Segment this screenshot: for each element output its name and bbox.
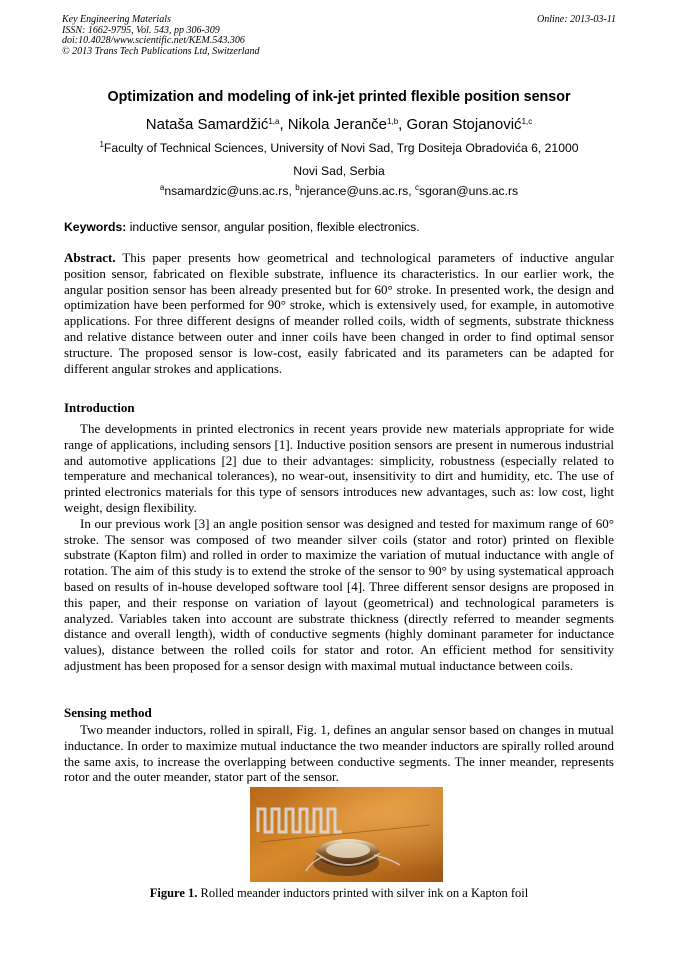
author-sup: 1,b xyxy=(387,117,399,126)
author-separator: , xyxy=(398,116,407,133)
figure-1-caption xyxy=(40,886,638,901)
author-separator: , xyxy=(279,116,288,133)
keywords xyxy=(64,220,620,234)
email-address: nsamardzic@uns.ac.rs xyxy=(164,184,289,198)
email-address: njerance@uns.ac.rs xyxy=(299,184,409,198)
keywords-label: Keywords: xyxy=(64,220,127,234)
affiliation-line-2: Novi Sad, Serbia xyxy=(293,164,385,178)
copyright-line: © 2013 Trans Tech Publications Ltd, Switzerland xyxy=(62,45,260,57)
affiliation-sup: 1 xyxy=(99,140,104,149)
journal-name: Key Engineering Materials xyxy=(62,14,171,25)
email-sup: a xyxy=(159,183,165,192)
author-name: Goran Stojanović xyxy=(406,116,522,133)
figure-label: Figure 1. xyxy=(149,886,198,900)
introduction-paragraph: In our previous work [3] an angle position sensor was designed and tested for maximum range of 60° stroke. The sensor was composed of two meander silver coils (stator and rotor) printed on flexible substrate (Kapton film) and rolled in order to maximize the variation of mutual inductance with angle of rotation. The aim of this study is to extend the stroke of the sensor to 90° by using systematical approach based on results of in-house developed software tool [4]. Three different sensor designs are proposed in this paper, and their response on variation of layout (geometrical) and technological parameters is analyzed. Variables taken into account are substrate thickness (directly referred to meander segments distance and overall length), width of conductive segments (highly dominant parameter for inductance values), distance between the rolled coils for stator and rotor. An efficient method for sensitivity adjustment has been proposed for a sensor design with maximal mutual inductance between coils. xyxy=(64,515,614,673)
author-name: Nikola Jeranče xyxy=(287,116,388,133)
author-sup: 1,a xyxy=(268,117,280,126)
paper-title: Optimization and modeling of ink-jet printed flexible position sensor xyxy=(107,89,571,105)
introduction-body xyxy=(64,421,614,674)
affiliation-line-1 xyxy=(40,141,638,155)
keywords-text: inductive sensor, angular position, flexible electronics. xyxy=(126,220,420,234)
author-sup: 1,c xyxy=(521,117,533,126)
issn-line: ISSN: 1662-9795, Vol. 543, pp 306-309 xyxy=(62,24,220,36)
sensing-method-heading: Sensing method xyxy=(64,705,152,720)
abstract-text: This paper presents how geometrical and technological parameters of inductive angular position sensor, fabricated on flexible substrate, influence its characteristics. In our earlier work, the angular position sensor has been already presented but for 60° stroke. In presented work, the design and optimization have been performed for 90° stroke, which is extensively used, for example, in automotive applications. For three different designs of meander rolled coils, width of segments, substrate thickness and relative distance between outer and inner coils have been changed in order to find optimal sensor structure. The proposed sensor is low-cost, easily fabricated and its parameters can be adapted for different angular strokes and applications. xyxy=(64,250,614,376)
journal-header xyxy=(62,15,382,57)
online-date: Online: 2013-03-11 xyxy=(537,14,616,25)
figure-caption-text: Rolled meander inductors printed with silver ink on a Kapton foil xyxy=(197,886,529,900)
email-separator: , xyxy=(408,184,416,198)
author-name: Nataša Samardžić xyxy=(145,116,269,133)
doi-line: doi:10.4028/www.scientific.net/KEM.543.306 xyxy=(62,35,245,46)
abstract-label: Abstract. xyxy=(64,250,116,265)
email-list xyxy=(40,184,638,198)
abstract xyxy=(64,250,614,376)
affiliation-text: Faculty of Technical Sciences, University of Novi Sad, Trg Dositeja Obradovića 6, 21000 xyxy=(103,141,579,155)
sensing-method-paragraph: Two meander inductors, rolled in spirall, Fig. 1, defines an angular sensor based on changes in mutual inductance. In order to maximize mutual inductance the two meander inductors are spirally rolled around the same axis, to increase the overlapping between conductive segments. The inner meander, represents rotor and the outer meander, stator part of the sensor. xyxy=(64,722,614,785)
email-sup: b xyxy=(295,183,300,192)
introduction-heading: Introduction xyxy=(64,400,135,415)
email-sup: c xyxy=(415,183,420,192)
introduction-paragraph: The developments in printed electronics in recent years provide new materials appropriate for wide range of applications, including sensors [1]. Inductive position sensors are present in numerous industrial and automotive applications [2] due to their advantages: simplicity, robustness (especially related to temperature and mechanical tolerances), no wear-out, insensitivity to dirt and humidity, etc. The use of printed electronics materials for this type of sensors introduces new advantages, such as: low cost, light weight, design flexibility. xyxy=(64,421,614,515)
figure-1-photo xyxy=(250,787,443,882)
author-list xyxy=(40,116,638,133)
meander-inductor-photo xyxy=(250,787,443,882)
email-address: sgoran@uns.ac.rs xyxy=(419,184,519,198)
email-separator: , xyxy=(288,184,296,198)
